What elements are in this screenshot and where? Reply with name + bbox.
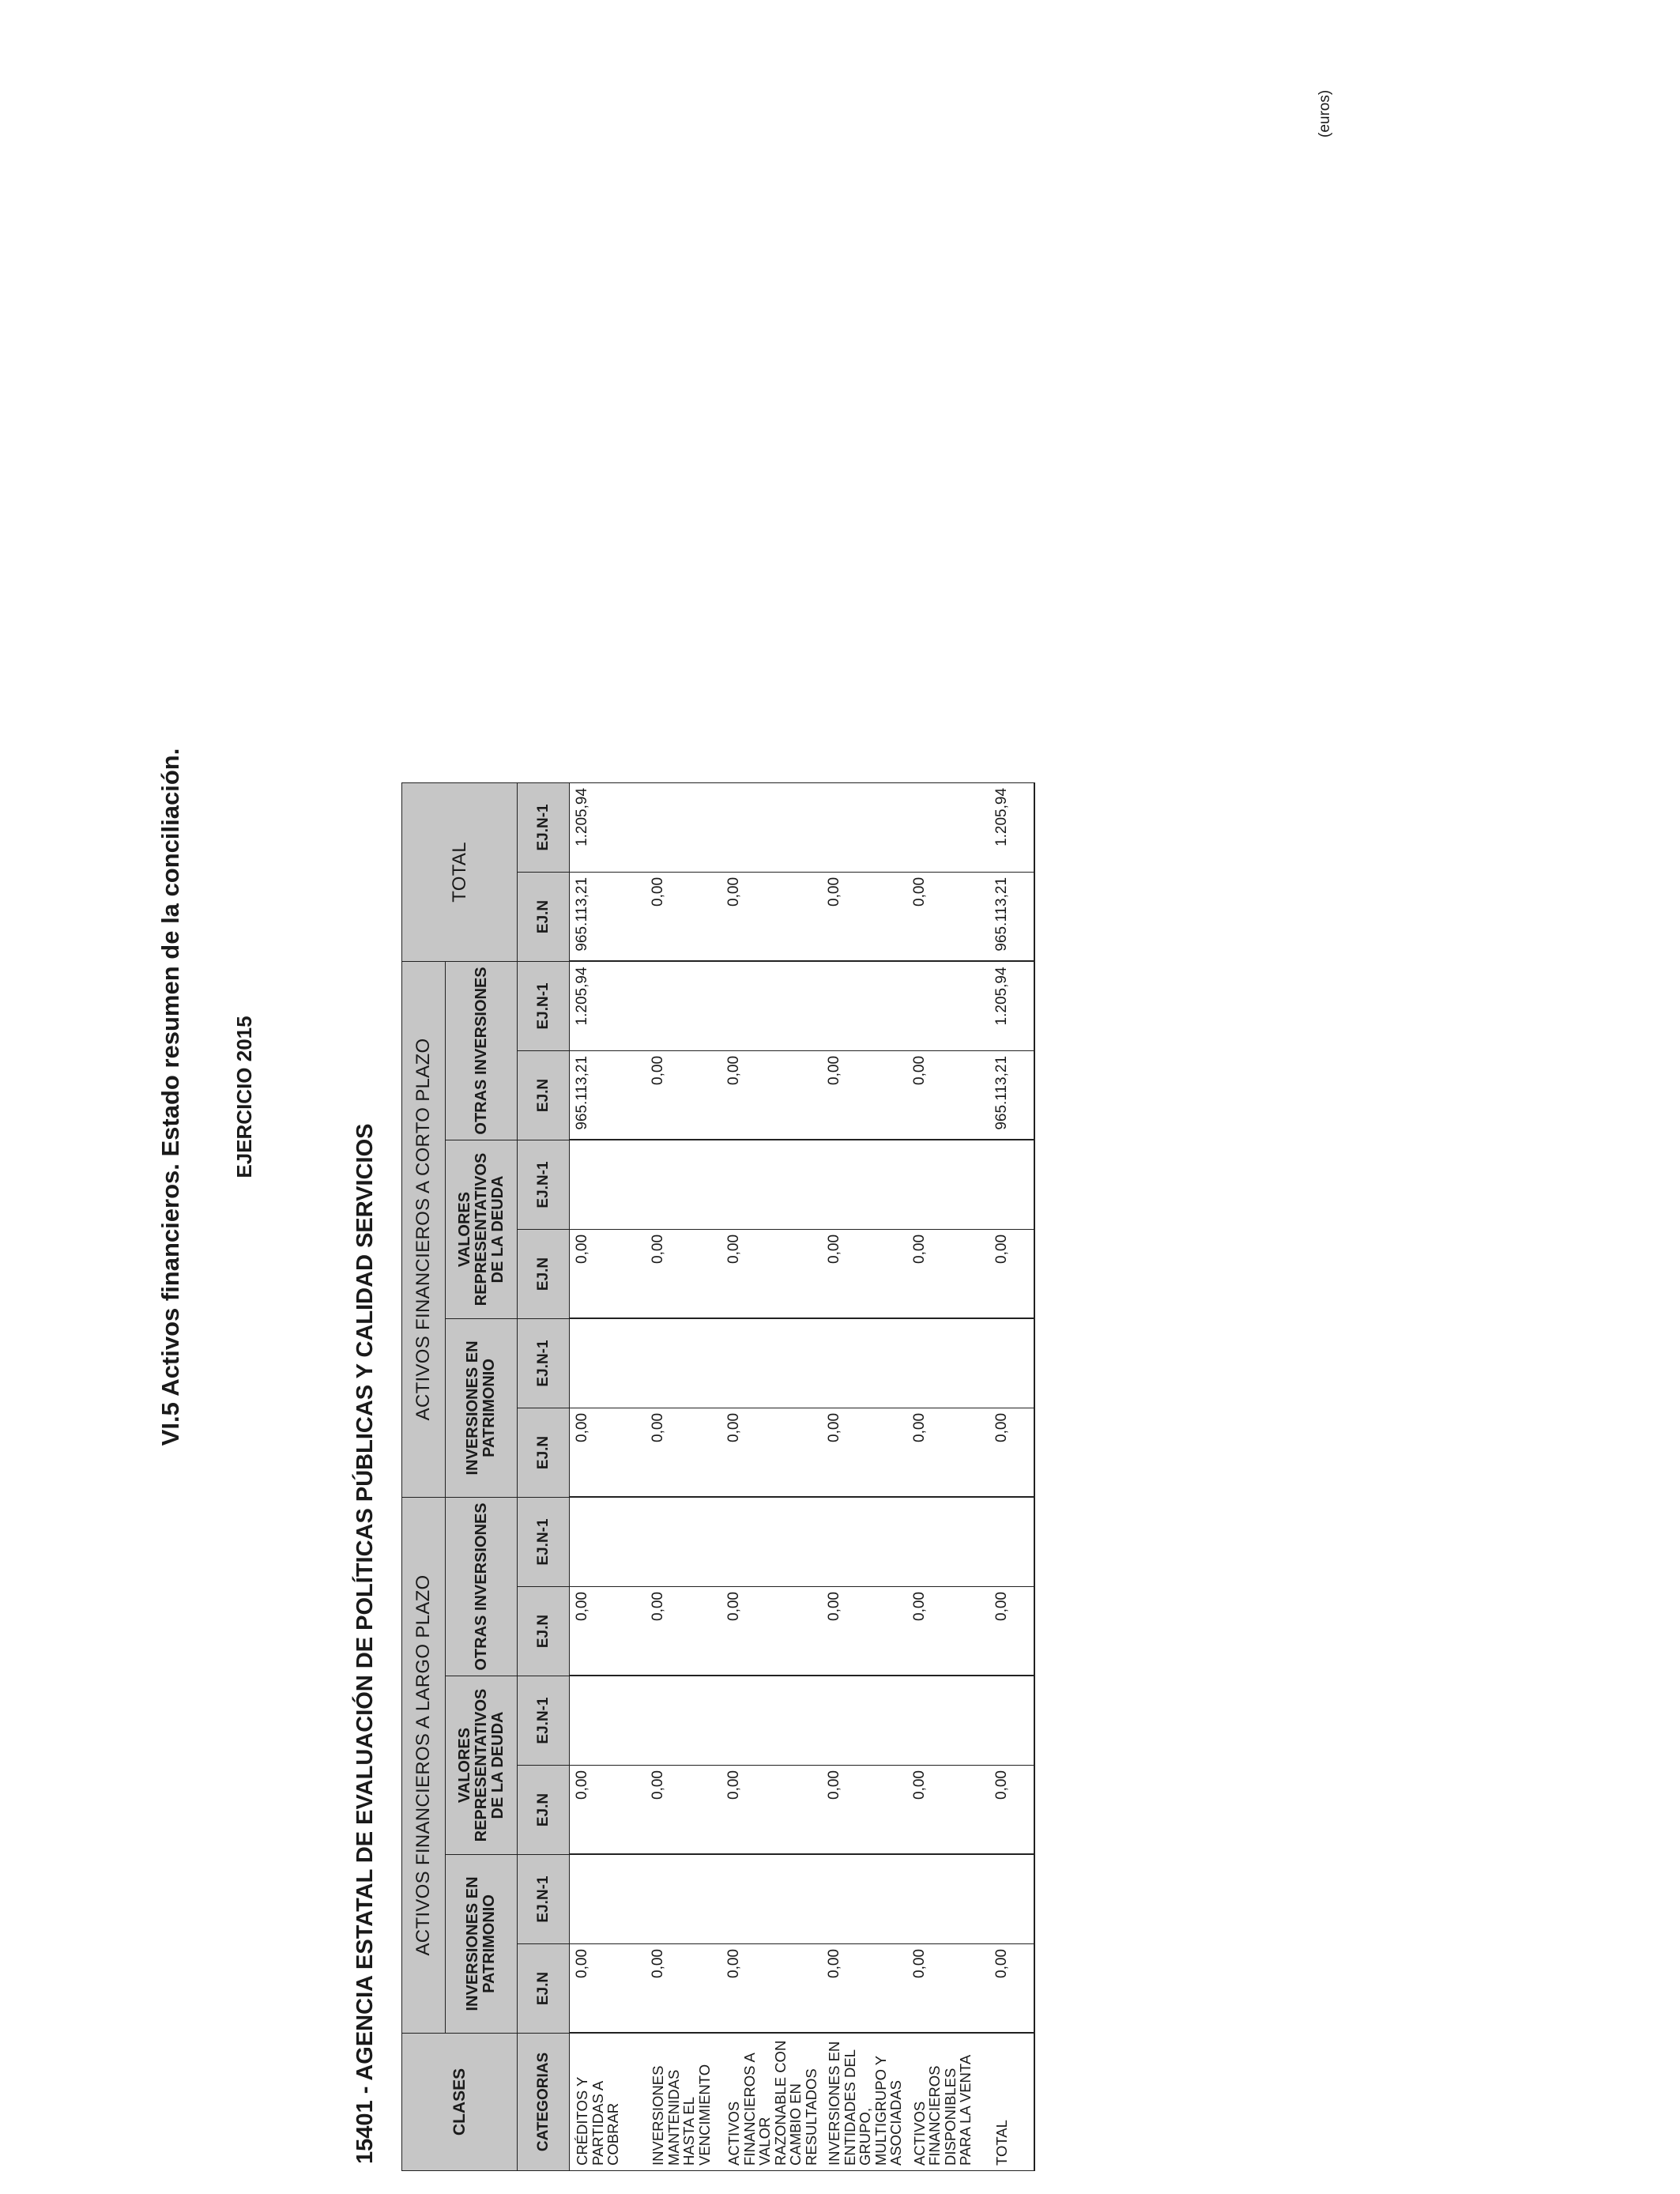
category-cell: ACTIVOS FINANCIEROS A VALOR RAZONABLE CON CAMBIO EN RESULTADOS bbox=[721, 2034, 822, 2171]
header-year-n1: EJ.N-1 bbox=[518, 961, 570, 1050]
header-year-n: EJ.N bbox=[518, 872, 570, 961]
value-cell bbox=[721, 1676, 822, 1766]
value-cell: 0,00 bbox=[570, 1766, 646, 1855]
value-cell: 0,00 bbox=[570, 1408, 646, 1497]
value-cell bbox=[822, 1497, 907, 1586]
value-cell bbox=[721, 961, 822, 1050]
table-row bbox=[907, 28, 983, 2171]
header-year-n1: EJ.N-1 bbox=[518, 1497, 570, 1586]
value-cell bbox=[721, 1140, 822, 1229]
value-cell: 0,00 bbox=[907, 1408, 983, 1497]
header-year-n1: EJ.N-1 bbox=[518, 782, 570, 872]
value-cell bbox=[721, 1497, 822, 1586]
currency-units: (euros) bbox=[1317, 89, 1333, 138]
value-cell: 0,00 bbox=[570, 1944, 646, 2034]
header-lp-otras: OTRAS INVERSIONES bbox=[446, 1497, 518, 1676]
value-cell bbox=[983, 1140, 1034, 1229]
value-cell: 0,00 bbox=[646, 1944, 721, 2034]
value-cell: 0,00 bbox=[822, 1050, 907, 1140]
value-cell: 0,00 bbox=[822, 1766, 907, 1855]
value-cell bbox=[646, 1140, 721, 1229]
value-cell: 0,00 bbox=[822, 1944, 907, 2034]
value-cell: 1.205,94 bbox=[983, 961, 1034, 1050]
value-cell bbox=[646, 961, 721, 1050]
value-cell bbox=[721, 1318, 822, 1408]
value-cell: 0,00 bbox=[907, 1766, 983, 1855]
header-year-n: EJ.N bbox=[518, 1766, 570, 1855]
value-cell: 0,00 bbox=[822, 1408, 907, 1497]
header-clases: CLASES bbox=[402, 2034, 518, 2171]
value-cell: 0,00 bbox=[721, 872, 822, 961]
header-year-n: EJ.N bbox=[518, 1587, 570, 1676]
header-year-n: EJ.N bbox=[518, 1408, 570, 1497]
value-cell bbox=[646, 1318, 721, 1408]
value-cell: 0,00 bbox=[721, 1587, 822, 1676]
total-row bbox=[983, 28, 1034, 2171]
header-cp-valores: VALORES REPRESENTATIVOS DE LA DEUDA bbox=[446, 1140, 518, 1318]
value-cell: 0,00 bbox=[822, 872, 907, 961]
value-cell: 965.113,21 bbox=[983, 872, 1034, 961]
value-cell: 0,00 bbox=[907, 1229, 983, 1318]
value-cell: 0,00 bbox=[907, 1944, 983, 2034]
header-categorias: CATEGORIAS bbox=[518, 2034, 570, 2171]
value-cell bbox=[983, 1855, 1034, 1944]
value-cell: 1.205,94 bbox=[570, 961, 646, 1050]
value-cell bbox=[646, 1855, 721, 1944]
value-cell: 0,00 bbox=[907, 1050, 983, 1140]
value-cell: 0,00 bbox=[822, 1587, 907, 1676]
value-cell bbox=[983, 1676, 1034, 1766]
header-year-n1: EJ.N-1 bbox=[518, 1318, 570, 1408]
header-long-term: ACTIVOS FINANCIEROS A LARGO PLAZO bbox=[402, 1497, 446, 2033]
value-cell bbox=[907, 1140, 983, 1229]
value-cell: 0,00 bbox=[721, 1408, 822, 1497]
value-cell bbox=[646, 1676, 721, 1766]
value-cell: 0,00 bbox=[721, 1944, 822, 2034]
value-cell: 0,00 bbox=[646, 1408, 721, 1497]
value-cell bbox=[822, 1318, 907, 1408]
category-cell: ACTIVOS FINANCIEROS DISPONIBLES PARA LA VENTA bbox=[907, 2034, 983, 2171]
table-body bbox=[570, 28, 1034, 2171]
value-cell bbox=[907, 961, 983, 1050]
value-cell bbox=[822, 1855, 907, 1944]
header-cp-patrimonio: INVERSIONES EN PATRIMONIO bbox=[446, 1318, 518, 1497]
value-cell bbox=[721, 782, 822, 872]
header-lp-valores: VALORES REPRESENTATIVOS DE LA DEUDA bbox=[446, 1676, 518, 1855]
value-cell bbox=[907, 782, 983, 872]
value-cell bbox=[721, 1855, 822, 1944]
header-year-n1: EJ.N-1 bbox=[518, 1140, 570, 1229]
value-cell bbox=[570, 1855, 646, 1944]
table-row bbox=[721, 28, 822, 2171]
header-cp-otras: OTRAS INVERSIONES bbox=[446, 961, 518, 1140]
table-row bbox=[822, 28, 907, 2171]
value-cell bbox=[570, 1140, 646, 1229]
value-cell: 0,00 bbox=[570, 1229, 646, 1318]
value-cell: 0,00 bbox=[646, 1050, 721, 1140]
value-cell bbox=[570, 1497, 646, 1586]
value-cell bbox=[570, 1676, 646, 1766]
value-cell: 0,00 bbox=[721, 1766, 822, 1855]
value-cell bbox=[983, 1497, 1034, 1586]
value-cell bbox=[907, 1855, 983, 1944]
value-cell: 0,00 bbox=[907, 872, 983, 961]
value-cell bbox=[907, 1497, 983, 1586]
value-cell: 0,00 bbox=[646, 1229, 721, 1318]
value-cell bbox=[822, 961, 907, 1050]
value-cell bbox=[646, 1497, 721, 1586]
value-cell: 0,00 bbox=[570, 1587, 646, 1676]
value-cell: 1.205,94 bbox=[983, 782, 1034, 872]
value-cell: 0,00 bbox=[721, 1050, 822, 1140]
header-lp-patrimonio: INVERSIONES EN PATRIMONIO bbox=[446, 1855, 518, 2034]
category-cell: INVERSIONES MANTENIDAS HASTA EL VENCIMIENTO bbox=[646, 2034, 721, 2171]
value-cell: 0,00 bbox=[646, 1587, 721, 1676]
value-cell: 0,00 bbox=[983, 1229, 1034, 1318]
fiscal-year-heading: EJERCICIO 2015 bbox=[232, 1016, 256, 1178]
page-title: VI.5 Activos financieros. Estado resumen de la conciliación. bbox=[156, 748, 184, 1446]
value-cell: 0,00 bbox=[907, 1587, 983, 1676]
value-cell: 0,00 bbox=[822, 1229, 907, 1318]
value-cell: 965.113,21 bbox=[983, 1050, 1034, 1140]
value-cell bbox=[983, 1318, 1034, 1408]
value-cell: 965.113,21 bbox=[570, 1050, 646, 1140]
value-cell: 0,00 bbox=[721, 1229, 822, 1318]
category-cell: INVERSIONES EN ENTIDADES DEL GRUPO, MULTIGRUPO Y ASOCIADAS bbox=[822, 2034, 907, 2171]
header-year-n1: EJ.N-1 bbox=[518, 1676, 570, 1766]
value-cell bbox=[822, 1140, 907, 1229]
header-short-term: ACTIVOS FINANCIEROS A CORTO PLAZO bbox=[402, 961, 446, 1497]
header-year-n: EJ.N bbox=[518, 1050, 570, 1140]
header-year-n1: EJ.N-1 bbox=[518, 1855, 570, 1944]
value-cell bbox=[907, 1676, 983, 1766]
value-cell: 0,00 bbox=[983, 1587, 1034, 1676]
header-year-n: EJ.N bbox=[518, 1229, 570, 1318]
value-cell bbox=[822, 782, 907, 872]
value-cell bbox=[822, 1676, 907, 1766]
value-cell: 0,00 bbox=[983, 1944, 1034, 2034]
value-cell: 0,00 bbox=[983, 1408, 1034, 1497]
header-total: TOTAL bbox=[402, 782, 518, 961]
value-cell: 0,00 bbox=[983, 1766, 1034, 1855]
value-cell: 0,00 bbox=[646, 872, 721, 961]
table-row bbox=[646, 28, 721, 2171]
value-cell: 1.205,94 bbox=[570, 782, 646, 872]
entity-heading: 15401 - AGENCIA ESTATAL DE EVALUACIÓN DE POLÍTICAS PÚBLICAS Y CALIDAD SERVICIOS bbox=[352, 1123, 378, 2164]
value-cell: 0,00 bbox=[646, 1766, 721, 1855]
header-year-n: EJ.N bbox=[518, 1944, 570, 2034]
category-cell: CRÉDITOS Y PARTIDAS A COBRAR bbox=[570, 2034, 646, 2171]
financial-assets-table bbox=[401, 27, 1035, 2171]
value-cell bbox=[570, 1318, 646, 1408]
value-cell bbox=[907, 1318, 983, 1408]
table-row bbox=[570, 28, 646, 2171]
value-cell: 965.113,21 bbox=[570, 872, 646, 961]
value-cell bbox=[646, 782, 721, 872]
category-cell: TOTAL bbox=[983, 2034, 1034, 2171]
